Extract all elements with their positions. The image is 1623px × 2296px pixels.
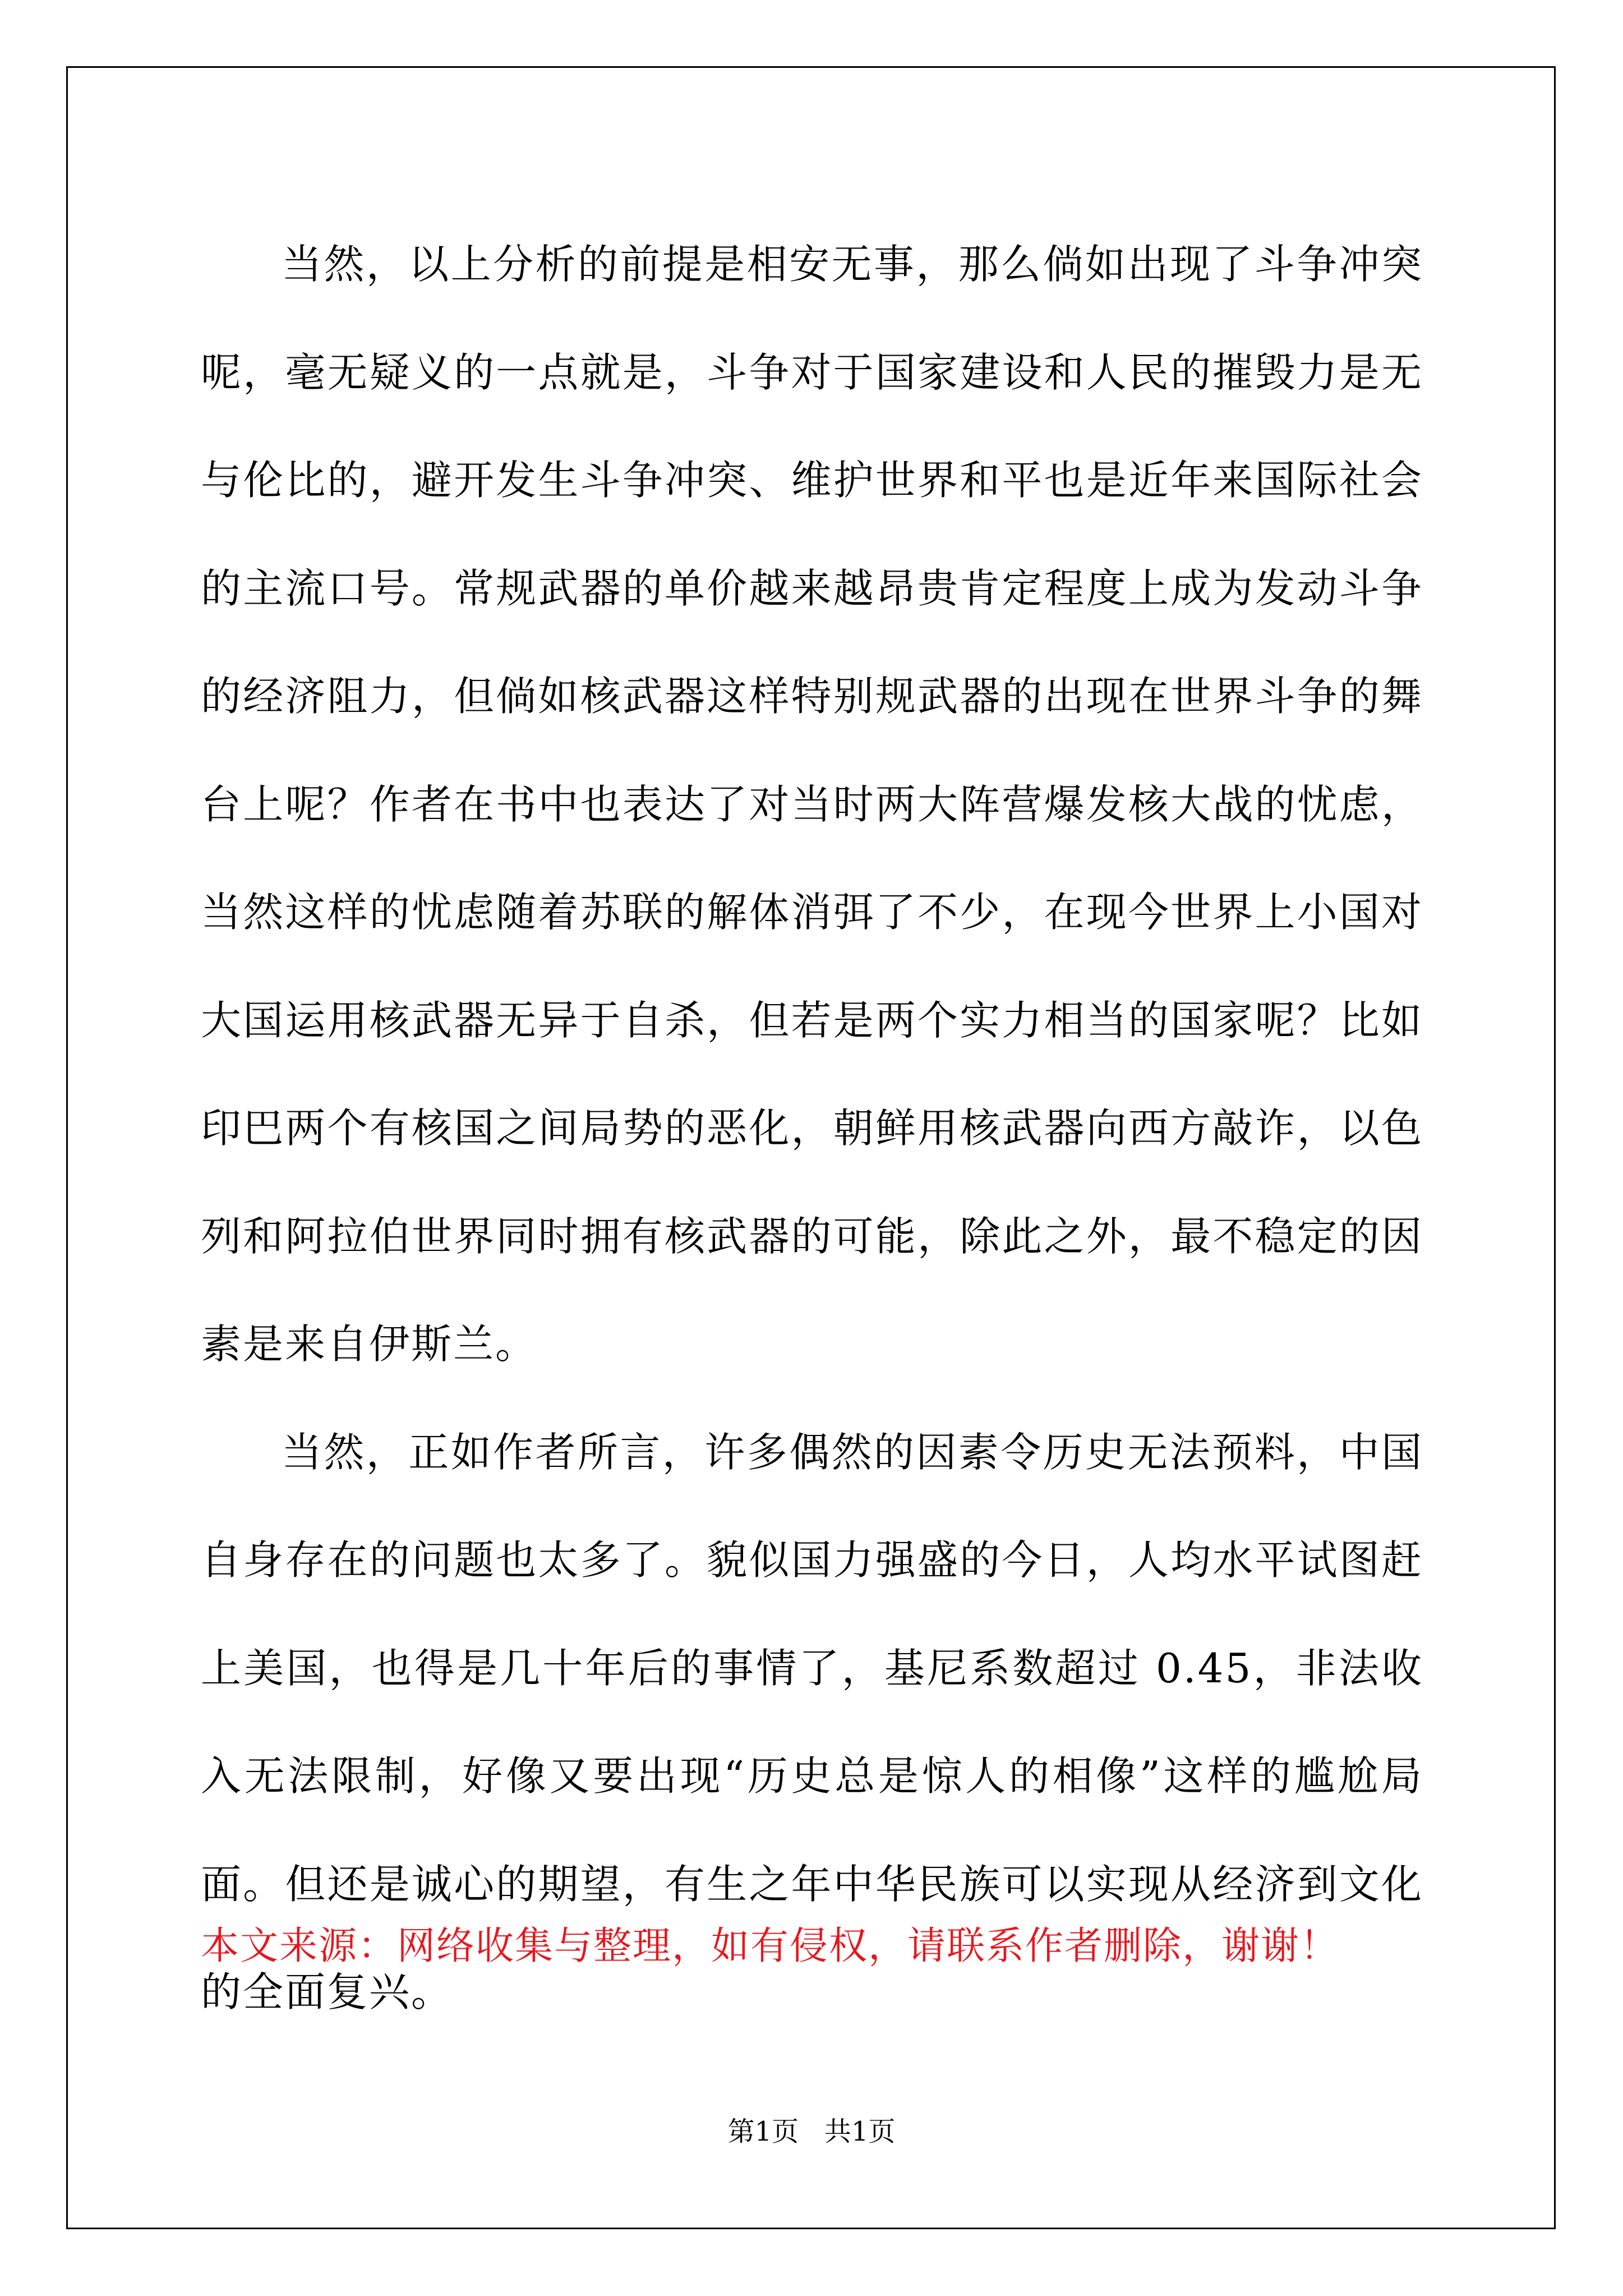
paragraph-1: 当然，以上分析的前提是相安无事，那么倘如出现了斗争冲突呢，毫无疑义的一点就是，斗争对于国家建设和人民的摧毁力是无与伦比的，避开发生斗争冲突、维护世界和平也是近年来国际社会的主流口号。常规武器的单价越来越昂贵肯定程度上成为发动斗争的经济阻力，但倘如核武器这样特别规武器的出现在世界斗争的舞台上呢？作者在书中也表达了对当时两大阵营爆发核大战的忧虑，当然这样的忧虑随着苏联的解体消弭了不少，在现今世界上小国对大国运用核武器无异于自杀，但若是两个实力相当的国家呢？比如印巴两个有核国之间局势的恶化，朝鲜用核武器向西方敲诈，以色列和阿拉伯世界同时拥有核武器的可能，除此之外，最不稳定的因素是来自伊斯兰。 xyxy=(201,241,1423,1368)
document-body xyxy=(201,210,1423,2046)
page-footer: 第1页 共1页 xyxy=(727,2116,896,2147)
paragraph-2: 当然，正如作者所言，许多偶然的因素令历史无法预料，中国自身存在的问题也太多了。貌似国力强盛的今日，人均水平试图赶上美国，也得是几十年后的事情了，基尼系数超过 0.45，非法收入无法限制，好像又要出现“历史总是惊人的相像”这样的尴尬局面。但还是诚心的期望，有生之年中华民族可以实现从经济到文化的全面复兴。 xyxy=(201,1428,1423,2016)
source-note: 本文来源：网络收集与整理，如有侵权，请联系作者删除，谢谢！ xyxy=(201,1924,1340,1968)
